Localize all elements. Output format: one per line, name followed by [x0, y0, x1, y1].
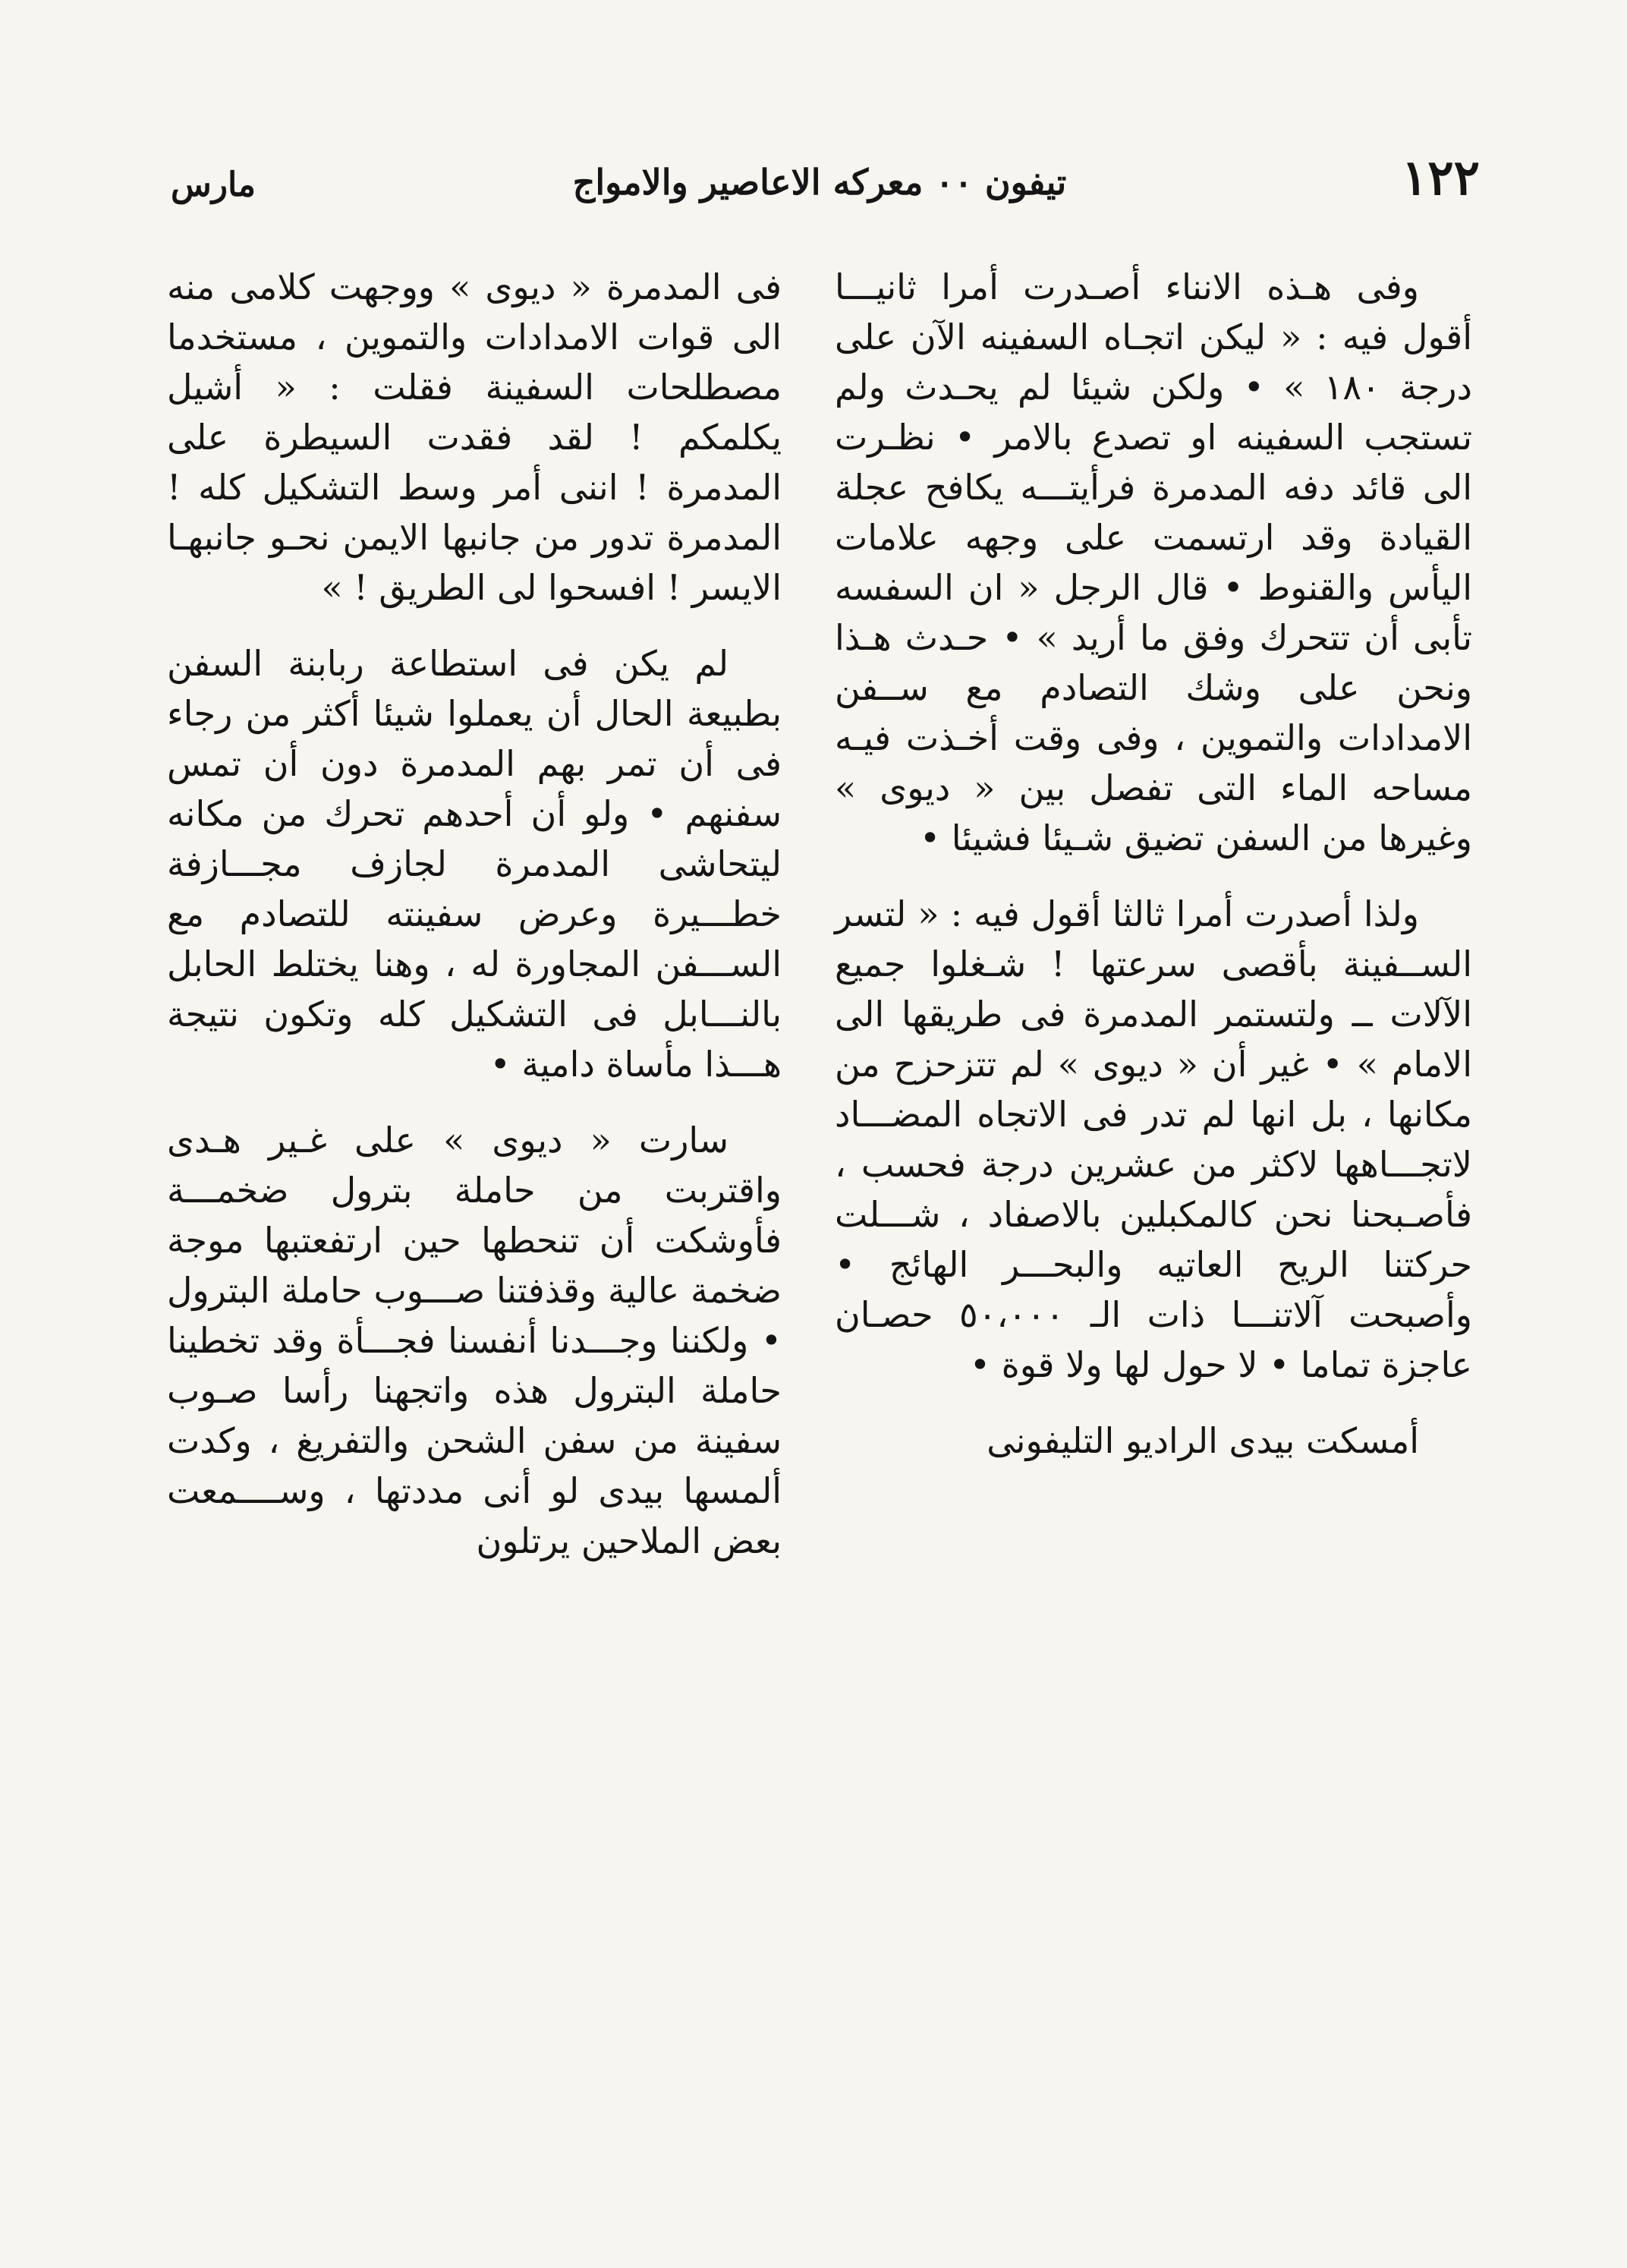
- running-title: تيفون ٠٠ معركه الاعاصير والامواج: [572, 162, 1067, 203]
- paragraph: لم يكن فى استطاعة ربابنة السفن بطبيعة الحال أن يعملوا شيئا أكثر من رجاء فى أن تمر بهم المدمرة دون أن تمس سفنهم • ولو أن أحدهم تحرك من مكانه ليتحاشى المدمرة لجازف مجـــازفة خطـــيرة وعرض سفينته للتصادم مع الســـفن المجاورة له ، وهنا يختلط الحابل بالنـــابل فى التشكيل كله وتكون نتيجة هـــذا مأساة دامية •: [167, 643, 782, 1085]
- paragraph: سارت « ديوى » على غـير هـدى واقتربت من حاملة بترول ضخمـــة فأوشكت أن تنحطها حين ارتفعتبها موجة ضخمة عالية وقذفتنا صـــوب حاملة البترول • ولكننا وجـــدنا أنفسنا فجـــأة وقد تخطينا حاملة البترول هذه واتجهنا رأسا صـوب سفينة من سفن الشحن والتفريغ ، وكدت ألمسها بيدى لو أنى مددتها ، وســــمعت بعض الملاحين يرتلون: [167, 1120, 782, 1561]
- page-header: [159, 144, 1480, 228]
- paragraph: فى المدمرة « ديوى » ووجهت كلامى منه الى قوات الامدادات والتموين ، مستخدما مصطلحات السفينة فقلت : « أشيل يكلمكم ! لقد فقدت السيطرة على المدمرة ! اننى أمر وسط التشكيل كله ! المدمرة تدور من جانبها الايمن نحـو جانبهـا الايسر ! افسحوا لى الطريق ! »: [167, 266, 782, 608]
- page-number: ١٢٢: [1401, 150, 1480, 206]
- right-text-column: [835, 262, 1472, 1492]
- paragraph: ولذا أصدرت أمرا ثالثا أقول فيه : « لتسر الســفينة بأقصى سرعتها ! شـغلوا جميع الآلات ــ ولتستمر المدمرة فى طريقها الى الامام » • غير أن « ديوى » لم تتزحزح من مكانها ، بل انها لم تدر فى الاتجاه المضـــاد لاتجـــاهها لاكثر من عشرين درجة فحسب ، فأصـبحنا نحن كالمكبلين بالاصفاد ، شـــلت حركتنا الريح العاتيه والبحـــر الهائج • وأصبحت آلاتنـــا ذات الـ ٥٠،٠٠٠ حصـان عاجزة تماما • لا حول لها ولا قوة •: [835, 893, 1472, 1385]
- month-label: مارس: [171, 165, 256, 204]
- paragraph: أمسكت بيدى الراديو التليفونى: [987, 1420, 1419, 1461]
- paragraph: وفى هـذه الانناء أصـدرت أمرا ثانيـــا أقول فيه : « ليكن اتجـاه السفينه الآن على درجة ١٨٠ » • ولكن شيئا لم يحـدث ولم تستجب السفينه او تصدع بالامر • نظـرت الى قائد دفه المدمرة فرأيتـــه يكافح عجلة القيادة وقد ارتسمت على وجهه علامات اليأس والقنوط • قال الرجل « ان السفسه تأبى أن تتحرك وفق ما أريد » • حـدث هـذا ونحن على وشك التصادم مع ســفن الامدادات والتموين ، وفى وقت أخـذت فيـه مساحه الماء التى تفصل بين « ديوى » وغيرها من السفن تضيق شـيئا فشيئا •: [835, 266, 1473, 858]
- left-text-column: [167, 262, 782, 1592]
